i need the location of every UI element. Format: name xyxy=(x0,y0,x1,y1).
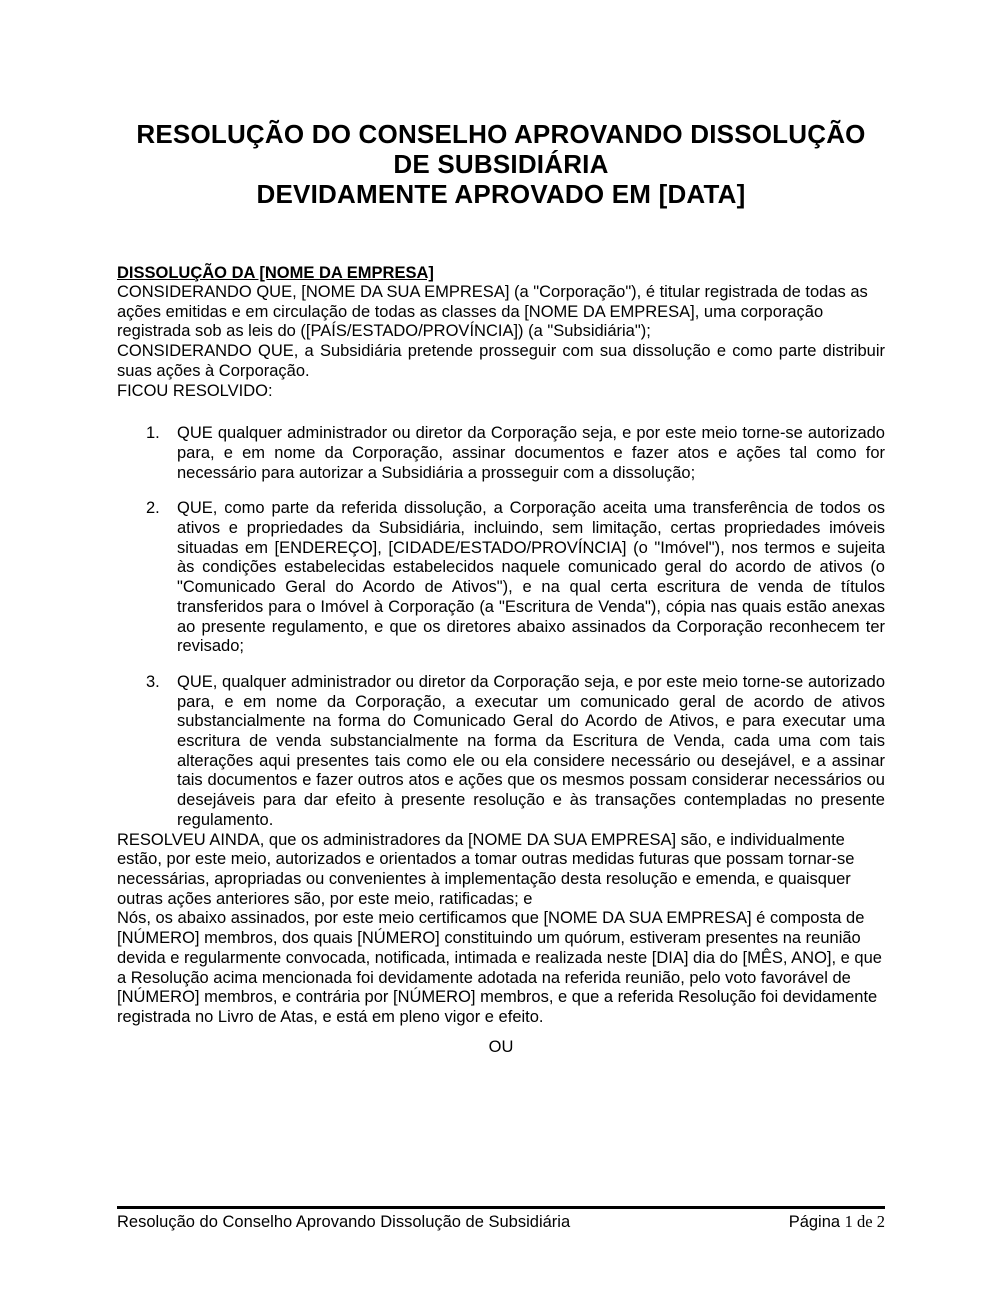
resolution-text-1: QUE qualquer administrador ou diretor da Corporação seja, e por este meio torne-se autorizado para, e em nome da Corporação, assinar documentos e fazer atos e ações tal como for necessário para autorizar a Subsidiária a prosseguir com a dissolução; xyxy=(177,424,885,482)
footer-rule xyxy=(117,1206,885,1209)
document-title-line-3: DEVIDAMENTE APROVADO EM [DATA] xyxy=(256,179,746,209)
resolved-label: FICOU RESOLVIDO: xyxy=(117,381,273,400)
footer-page-indicator xyxy=(789,1212,885,1232)
resolution-list xyxy=(117,424,885,830)
document-body xyxy=(117,0,885,1057)
document-title xyxy=(117,119,885,209)
document-title-line-1: RESOLUÇÃO DO CONSELHO APROVANDO DISSOLUÇÃO xyxy=(136,119,866,149)
whereas-paragraph-2: CONSIDERANDO QUE, a Subsidiária pretende prosseguir com sua dissolução e como parte distribuir suas ações à Corporação. xyxy=(117,342,885,380)
resolution-number-2: 2. xyxy=(146,499,160,518)
resolution-text-3: QUE, qualquer administrador ou diretor da Corporação seja, e por este meio torne-se autorizado para, e em nome da Corporação, a executar um comunicado geral de acordo de ativos substancialmente na forma do Comunicado Geral do Acordo de Ativos, e para executar uma escritura de venda substancialmente na forma da Escritura de Venda, cada uma com tais alterações aqui presentes tais como ele ou ela considere necessário ou desejável, e a assinar tais documentos e fazer outros atos e ações que os mesmos possam considerar necessários ou desejáveis para dar efeito à presente resolução e às transações contempladas no presente regulamento. xyxy=(177,672,885,829)
footer-page-number: 1 de 2 xyxy=(844,1212,885,1231)
further-resolved-paragraph: RESOLVEU AINDA, que os administradores da [NOME DA SUA EMPRESA] são, e individualmente estão, por este meio, autorizados e orientados a tomar outras medidas futuras que possam tornar-se necessárias, apropriadas ou convenientes à implementação desta resolução e emenda, e quaisquer outras ações anteriores são, por este meio, ratificadas; e xyxy=(117,830,855,908)
footer-document-name: Resolução do Conselho Aprovando Dissolução de Subsidiária xyxy=(117,1213,571,1231)
document-title-line-2: DE SUBSIDIÁRIA xyxy=(393,149,609,179)
resolution-number-3: 3. xyxy=(146,672,160,691)
resolution-number-1: 1. xyxy=(146,424,160,443)
footer-page-word: Página xyxy=(788,1213,845,1231)
resolution-item-2 xyxy=(117,499,885,657)
section-heading: DISSOLUÇÃO DA [NOME DA EMPRESA] xyxy=(117,264,434,282)
or-divider-label: OU xyxy=(488,1037,514,1056)
resolution-item-3 xyxy=(117,673,885,831)
certification-paragraph: Nós, os abaixo assinados, por este meio certificamos que [NOME DA SUA EMPRESA] é composta de [NÚMERO] membros, dos quais [NÚMERO] constituindo um quórum, estiveram presentes na reunião devida e regularmente convocada, notificada, intimada e realizada neste [DIA] dia do [MÊS, ANO], e que a Resolução acima mencionada foi devidamente adotada na referida reunião, pelo voto favorável de [NÚMERO] membros, e contrária por [NÚMERO] membros, e que a referida Resolução foi devidamente registrada no Livro de Atas, e está em pleno vigor e efeito. xyxy=(117,909,882,1026)
whereas-paragraph-1: CONSIDERANDO QUE, [NOME DA SUA EMPRESA] (a "Corporação"), é titular registrada de todas as ações emitidas e em circulação de todas as classes da [NOME DA EMPRESA], uma corporação registrada sob as leis do ([PAÍS/ESTADO/PROVÍNCIA]) (a "Subsidiária"); xyxy=(117,283,868,341)
resolution-text-2: QUE, como parte da referida dissolução, a Corporação aceita uma transferência de todos os ativos e propriedades da Subsidiária, incluindo, sem limitação, certas propriedades imóveis situadas em [ENDEREÇO], [CIDADE/ESTADO/PROVÍNCIA] (o "Imóvel"), nos termos e sujeita às condições estabelecidas estabelecidos naquele comunicado geral do acordo de ativos (o "Comunicado Geral do Acordo de Ativos"), e na qual certa escritura de venda de títulos transferidos para o Imóvel à Corporação (a "Escritura de Venda"), cópia nas quais estão anexas ao presente regulamento, e que os diretores abaixo assinados da Corporação reconhecem ter revisado; xyxy=(177,499,885,656)
page-footer xyxy=(117,1212,885,1232)
resolution-item-1 xyxy=(117,424,885,483)
